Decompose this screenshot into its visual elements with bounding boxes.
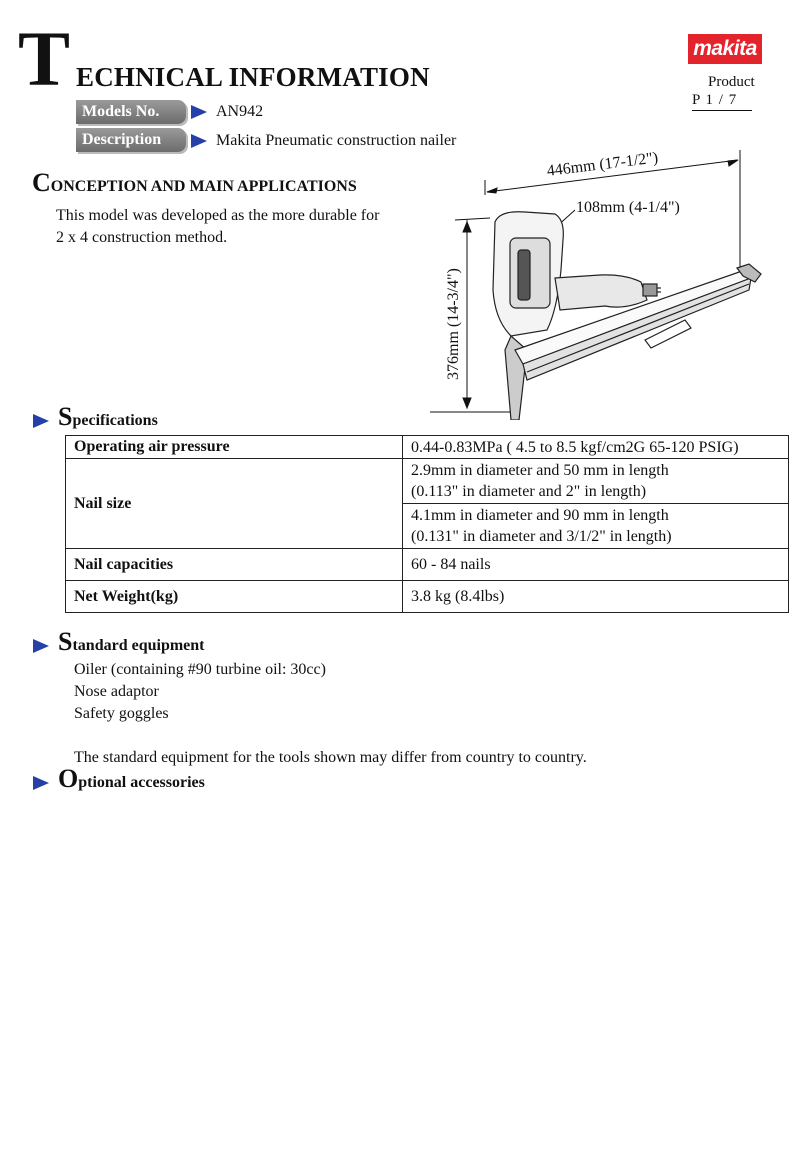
standard-equipment-note: The standard equipment for the tools shown may differ from country to country. <box>74 749 587 766</box>
spec-value <box>403 459 789 504</box>
dimension-length: 446mm (17-1/2") <box>545 149 659 180</box>
list-item: Nose adaptor <box>74 683 159 700</box>
standard-equipment-heading <box>58 629 205 655</box>
dimension-height: 376mm (14-3/4") <box>445 268 462 380</box>
models-value: AN942 <box>216 103 264 120</box>
conception-heading-rest: ONCEPTION AND MAIN APPLICATIONS <box>50 178 357 195</box>
spec-value-line: 4.1mm in diameter and 90 mm in length <box>411 507 669 524</box>
models-tag: Models No. <box>76 100 186 124</box>
spec-value-line: (0.131" in diameter and 3/1/2" in length) <box>411 528 672 545</box>
description-arrow-icon <box>191 134 207 148</box>
table-row <box>66 549 789 581</box>
spec-label: Net Weight(kg) <box>66 581 403 613</box>
product-label: Product <box>708 74 755 90</box>
specifications-heading <box>58 404 158 430</box>
spec-value-line: 2.9mm in diameter and 50 mm in length <box>411 462 669 479</box>
conception-line-1: This model was developed as the more durable for <box>56 207 380 224</box>
standard-equipment-arrow-icon <box>33 639 49 653</box>
spec-label: Operating air pressure <box>66 436 403 459</box>
page-title: ECHNICAL INFORMATION <box>76 62 430 92</box>
spec-value-line: (0.113" in diameter and 2" in length) <box>411 483 647 500</box>
page-number: P 1 / 7 <box>692 92 752 111</box>
standard-equipment-heading-cap: S <box>58 627 73 656</box>
list-item: Oiler (containing #90 turbine oil: 30cc) <box>74 661 326 678</box>
arrowhead-icon <box>463 398 471 408</box>
nailer-diagram <box>415 150 795 420</box>
makita-logo: makita <box>688 34 762 64</box>
standard-equipment-list <box>74 659 326 725</box>
optional-accessories-arrow-icon <box>33 776 49 790</box>
arrowhead-icon <box>487 188 497 193</box>
description-value: Makita Pneumatic construction nailer <box>216 132 457 149</box>
title-initial: T <box>18 15 71 102</box>
specifications-heading-cap: S <box>58 402 73 431</box>
spec-value: 0.44-0.83MPa ( 4.5 to 8.5 kgf/cm2G 65-120 PSIG) <box>403 436 789 459</box>
spec-value: 60 - 84 nails <box>403 549 789 581</box>
conception-heading-cap: C <box>32 168 51 197</box>
conception-heading <box>32 170 357 196</box>
nailer-body <box>493 212 761 420</box>
table-row <box>66 436 789 459</box>
specifications-arrow-icon <box>33 414 49 428</box>
optional-accessories-heading-rest: ptional accessories <box>78 774 205 791</box>
optional-accessories-heading-cap: O <box>58 764 79 793</box>
arrowhead-icon <box>728 160 738 166</box>
spec-label: Nail size <box>66 459 403 549</box>
spec-value <box>403 504 789 549</box>
spec-value: 3.8 kg (8.4lbs) <box>403 581 789 613</box>
spec-label: Nail capacities <box>66 549 403 581</box>
dimension-width: 108mm (4-1/4") <box>576 199 680 216</box>
specifications-table <box>65 435 789 613</box>
optional-accessories-heading <box>58 766 205 792</box>
dim-line <box>455 218 490 220</box>
table-row <box>66 459 789 504</box>
arrowhead-icon <box>463 222 471 232</box>
table-row <box>66 581 789 613</box>
conception-text <box>56 205 379 249</box>
list-item: Safety goggles <box>74 705 169 722</box>
standard-equipment-heading-rest: tandard equipment <box>72 637 205 654</box>
description-tag: Description <box>76 128 186 152</box>
models-arrow-icon <box>191 105 207 119</box>
specifications-heading-rest: pecifications <box>72 412 158 429</box>
conception-line-2: 2 x 4 construction method. <box>56 229 228 246</box>
